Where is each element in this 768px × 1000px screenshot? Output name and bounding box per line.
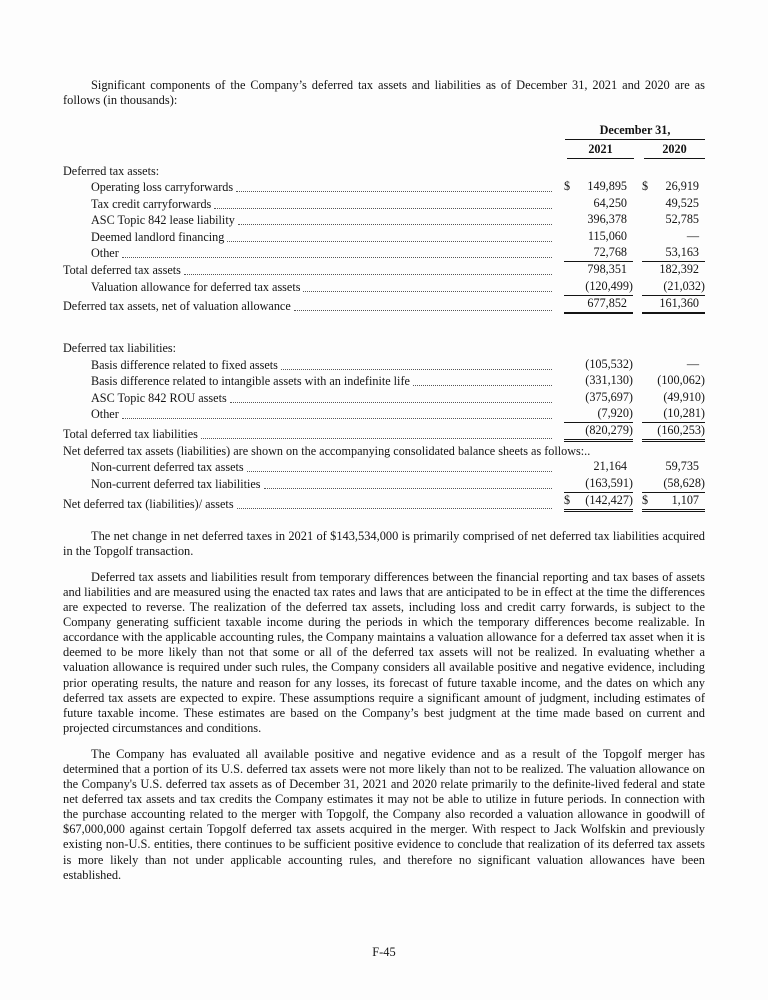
value-text: 182,392 (659, 262, 699, 277)
tax-table-rows (63, 162, 705, 512)
table-row (63, 261, 705, 278)
table-row (63, 475, 705, 492)
value-cell-2020 (642, 373, 705, 390)
table-row (63, 373, 705, 390)
value-cell-2021 (564, 228, 633, 245)
body-paragraphs (63, 529, 705, 883)
leader-dots (281, 369, 552, 370)
value-text: 26,919 (665, 179, 699, 194)
value-cell-2021 (564, 356, 633, 373)
value-cell-2021 (564, 179, 633, 196)
leader-dots (247, 471, 552, 472)
table-row (63, 442, 705, 459)
value-cell-2021 (564, 373, 633, 390)
value-cell-2021 (564, 475, 633, 492)
row-label: Basis difference related to intangible assets with an indefinite life (91, 374, 410, 389)
value-text: 52,785 (665, 212, 699, 227)
table-row (63, 278, 705, 295)
table-row (63, 195, 705, 212)
leader-dots (237, 508, 552, 509)
table-row (63, 340, 705, 357)
value-text: — (686, 228, 699, 243)
value-cell-2020 (642, 459, 705, 476)
value-text: 59,735 (665, 459, 699, 474)
table-row (63, 406, 705, 423)
table-header-year-2020: 2020 (644, 142, 705, 159)
value-cell-2020 (642, 406, 705, 423)
value-cell-2020 (642, 389, 705, 406)
value-cell-2020 (642, 195, 705, 212)
table-header-years-row (63, 142, 705, 159)
body-paragraph: Deferred tax assets and liabilities result from temporary differences between the financial reporting and tax bases of assets and liabilities and are measured using the enacted tax rates and laws that are anticipated to be in effect at the time the differences are expected to reverse. The realization of the deferred tax assets, including loss and credit carry forwards, is subject to the Company generating sufficient taxable income during the periods in which the temporary differences become realizable. In accordance with the applicable accounting rules, the Company maintains a valuation allowance for a deferred tax asset when it is deemed to be more likely than not that some or all of the deferred tax assets will not be realized. In evaluating whether a valuation allowance is required under such rules, the Company considers all available positive and negative evidence, including prior operating results, the nature and reason for any losses, its forecast of future taxable income, and the dates on which any deferred tax assets are expected to expire. These assumptions require a significant amount of judgment, including estimates of future taxable income. These estimates are based on the Company’s best judgment at the time made based on current and projected circumstances and conditions. (63, 569, 705, 735)
value-text: (331,130) (585, 373, 633, 388)
intro-paragraph: Significant components of the Company’s deferred tax assets and liabilities as of December 31, 2021 and 2020 are as follows (in thousands): (63, 78, 705, 108)
leader-dots (227, 241, 552, 242)
table-row (63, 179, 705, 196)
value-cell-2021 (564, 245, 633, 262)
leader-dots (214, 208, 552, 209)
value-text: 115,060 (587, 228, 627, 243)
table-row (63, 389, 705, 406)
value-text: 53,163 (665, 245, 699, 260)
value-text: (105,532) (585, 356, 633, 371)
dollar-sign: $ (564, 179, 571, 194)
value-text: (49,910) (663, 389, 705, 404)
value-text: (142,427) (585, 492, 633, 507)
row-label: Total deferred tax assets (63, 263, 181, 278)
row-label: Deemed landlord financing (91, 229, 225, 244)
leader-dots (236, 191, 552, 192)
row-label: ASC Topic 842 ROU assets (91, 390, 227, 405)
value-cell-2021 (564, 389, 633, 406)
value-text: 64,250 (593, 195, 627, 210)
value-cell-2020 (642, 261, 705, 278)
value-text: (7,920) (597, 406, 633, 421)
value-text: 798,351 (587, 262, 627, 277)
leader-dots (294, 310, 552, 311)
leader-dots (413, 385, 552, 386)
leader-dots (303, 291, 552, 292)
leader-dots (230, 402, 552, 403)
row-label: Deferred tax assets, net of valuation allowance (63, 298, 291, 313)
value-text: (375,697) (585, 389, 633, 404)
leader-dots (238, 224, 552, 225)
table-row (63, 295, 705, 314)
value-text: 21,164 (593, 459, 627, 474)
value-text: — (686, 356, 699, 371)
table-row (63, 212, 705, 229)
table-row (63, 162, 705, 179)
dollar-sign: $ (642, 179, 649, 194)
value-cell-2020 (642, 295, 705, 314)
value-cell-2020 (642, 475, 705, 492)
row-label: Net deferred tax (liabilities)/ assets (63, 496, 234, 511)
table-row (63, 245, 705, 262)
value-cell-2021 (564, 459, 633, 476)
value-cell-2021 (564, 422, 633, 442)
value-text: 1,107 (671, 492, 699, 507)
row-label: Net deferred tax assets (liabilities) are shown on the accompanying consolidated balance sheets as follows:.. (63, 443, 591, 458)
value-cell-2020 (642, 228, 705, 245)
value-text: (120,499) (585, 278, 633, 293)
table-row (63, 356, 705, 373)
value-text: (160,253) (657, 423, 705, 438)
row-label: Basis difference related to fixed assets (91, 357, 278, 372)
value-cell-2020 (642, 245, 705, 262)
leader-dots (122, 418, 552, 419)
row-label: Other (91, 246, 119, 261)
value-cell-2021 (564, 261, 633, 278)
value-text: 49,525 (665, 195, 699, 210)
value-cell-2021 (564, 295, 633, 314)
dollar-sign: $ (642, 492, 649, 507)
row-label: ASC Topic 842 lease liability (91, 213, 235, 228)
value-cell-2021 (564, 278, 633, 295)
value-cell-2021 (564, 492, 633, 512)
table-spacer-row (63, 314, 705, 340)
row-label: Tax credit carryforwards (91, 196, 212, 211)
value-text: 149,895 (587, 179, 627, 194)
row-label: Deferred tax liabilities: (63, 341, 177, 356)
table-row (63, 459, 705, 476)
row-label: Other (91, 407, 119, 422)
body-paragraph: The net change in net deferred taxes in 2021 of $143,534,000 is primarily comprised of net deferred tax liabilities acquired in the Topgolf transaction. (63, 528, 705, 558)
value-text: (163,591) (585, 475, 633, 490)
row-label: Valuation allowance for deferred tax assets (91, 279, 301, 294)
value-text: (21,032) (663, 278, 705, 293)
row-label: Deferred tax assets: (63, 163, 160, 178)
table-header-date: December 31, (565, 123, 705, 140)
dollar-sign: $ (564, 492, 571, 507)
leader-dots (122, 257, 552, 258)
value-cell-2021 (564, 195, 633, 212)
value-cell-2020 (642, 179, 705, 196)
value-text: 677,852 (587, 295, 627, 310)
tax-table (63, 123, 705, 512)
row-label: Operating loss carryforwards (91, 180, 234, 195)
value-cell-2020 (642, 422, 705, 442)
value-cell-2020 (642, 278, 705, 295)
row-label: Total deferred tax liabilities (63, 427, 198, 442)
leader-dots (264, 488, 552, 489)
value-text: (10,281) (663, 406, 705, 421)
value-text: (820,279) (585, 423, 633, 438)
table-row (63, 228, 705, 245)
value-cell-2021 (564, 406, 633, 423)
table-header-date-row (63, 123, 705, 140)
leader-dots (201, 438, 552, 439)
row-label: Non-current deferred tax liabilities (91, 476, 261, 491)
value-cell-2020 (642, 212, 705, 229)
table-header-year-2021: 2021 (567, 142, 634, 159)
value-text: (100,062) (657, 373, 705, 388)
value-text: 161,360 (659, 295, 699, 310)
page-footer: F-45 (372, 945, 396, 959)
table-row (63, 422, 705, 442)
value-cell-2020 (642, 356, 705, 373)
value-text: (58,628) (663, 475, 705, 490)
value-text: 396,378 (587, 212, 627, 227)
value-cell-2020 (642, 492, 705, 512)
table-row (63, 492, 705, 512)
value-cell-2021 (564, 212, 633, 229)
leader-dots (184, 274, 552, 275)
row-label: Non-current deferred tax assets (91, 460, 244, 475)
body-paragraph: The Company has evaluated all available positive and negative evidence and as a result of the Topgolf merger has determined that a portion of its U.S. deferred tax assets were not more likely than not to be realized. The valuation allowance on the Company's U.S. deferred tax assets as of December 31, 2021 and 2020 relate primarily to the definite-lived federal and state net deferred tax assets and tax credits the Company estimates it may not be able to utilize in future periods. In connection with the purchase accounting related to the merger with Topgolf, the Company also recorded a valuation allowance in goodwill of $67,000,000 against certain Topgolf deferred tax assets acquired in the merger. With respect to Jack Wolfskin and previously existing non-U.S. entities, there continues to be sufficient positive evidence to conclude that realization of its deferred tax assets is more likely than not under applicable accounting rules, and therefore no significant valuation allowances have been established. (63, 746, 705, 882)
value-text: 72,768 (593, 245, 627, 260)
